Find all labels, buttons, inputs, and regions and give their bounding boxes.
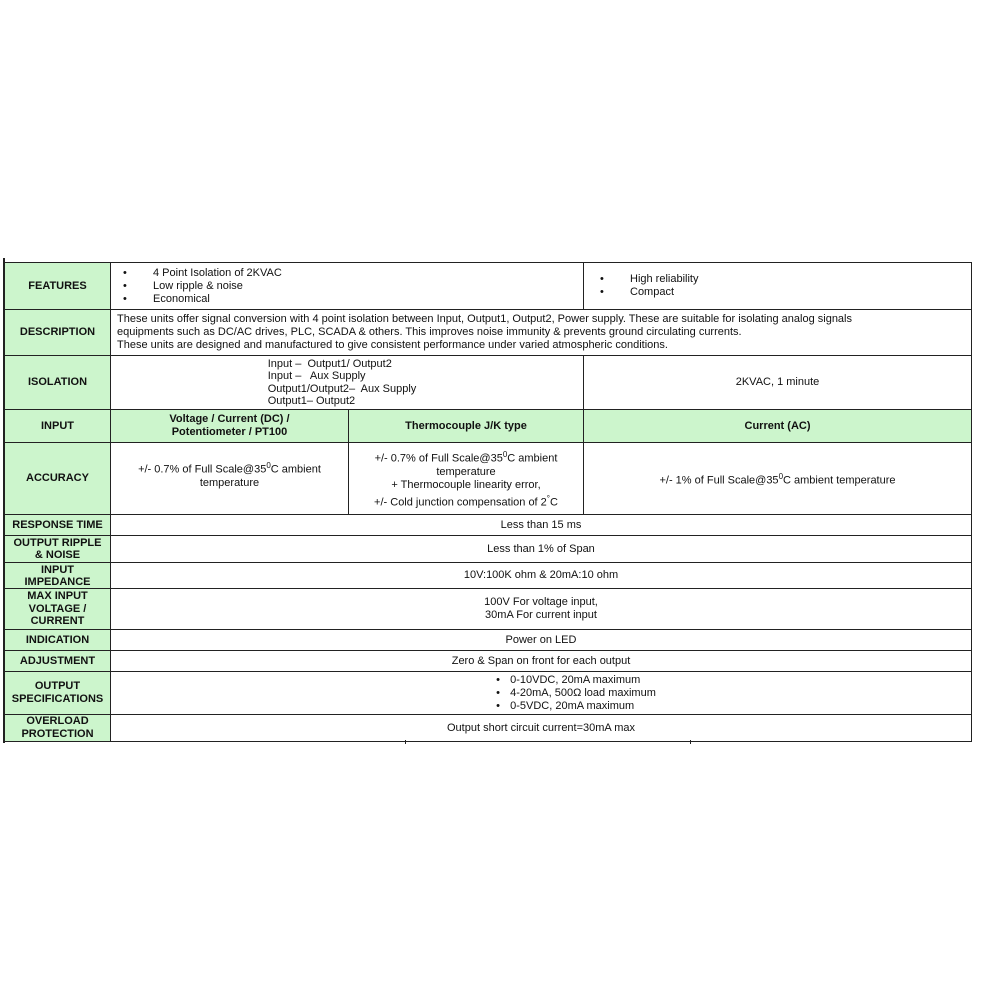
degree-mark: 0 [502, 449, 508, 459]
accuracy-label: ACCURACY [4, 442, 111, 515]
description-label: DESCRIPTION [4, 309, 111, 356]
isolation-label: ISOLATION [4, 355, 111, 410]
description-text [110, 309, 972, 356]
overload-value: Output short circuit current=30mA max [110, 714, 972, 742]
accuracy-text: C ambient [270, 463, 321, 476]
max-input-value [110, 588, 972, 630]
isolation-value: 2KVAC, 1 minute [583, 355, 972, 410]
feature-item: • Compact [594, 286, 698, 299]
output-spec-item: • 0-5VDC, 20mA maximum [496, 700, 656, 713]
accuracy-text: + Thermocouple linearity error, [391, 478, 541, 491]
adjustment-value: Zero & Span on front for each output [110, 650, 972, 672]
response-time-value: Less than 15 ms [110, 514, 972, 536]
isolation-paths [110, 355, 584, 410]
input-col-thermocouple: Thermocouple J/K type [348, 409, 584, 443]
accuracy-ac [583, 442, 972, 515]
input-col-dc [110, 409, 349, 443]
accuracy-text: C ambient [507, 452, 558, 465]
indication-value: Power on LED [110, 629, 972, 651]
output-specs-label: OUTPUT SPECIFICATIONS [4, 671, 111, 715]
accuracy-text: +/- 0.7% of Full Scale@35 [138, 463, 267, 476]
feature-item: • Economical [117, 293, 282, 306]
degree-mark: ° [546, 493, 550, 503]
feature-item: • 4 Point Isolation of 2KVAC [117, 267, 282, 280]
accuracy-dc [110, 442, 349, 515]
max-input-label: MAX INPUT VOLTAGE / CURRENT [4, 588, 111, 630]
input-label: INPUT [4, 409, 111, 443]
accuracy-thermocouple [348, 442, 584, 515]
accuracy-text: temperature [436, 465, 496, 478]
input-col-line: Potentiometer / PT100 [171, 426, 288, 438]
accuracy-text: C ambient temperature [783, 474, 896, 487]
accuracy-text: +/- 1% of Full Scale@35 [659, 474, 779, 487]
degree-mark: 0 [778, 471, 784, 481]
description-line: These units offer signal conversion with 4 point isolation between Input, Output1, Output2, Power supply. These are suitable for isolating analog signals [117, 313, 852, 325]
ripple-noise-label: OUTPUT RIPPLE & NOISE [4, 535, 111, 563]
features-label: FEATURES [4, 262, 111, 310]
isolation-line: Input – Output1/ Output2 [267, 357, 392, 370]
description-line: These units are designed and manufactured to give consistent performance under varied atmospheric conditions. [117, 339, 668, 351]
accuracy-text: C [550, 496, 558, 509]
isolation-line: Output1– Output2 [267, 395, 356, 407]
output-spec-item: • 0-10VDC, 20mA maximum [496, 674, 656, 687]
adjustment-label: ADJUSTMENT [4, 650, 111, 672]
divider [690, 740, 691, 744]
accuracy-text: +/- 0.7% of Full Scale@35 [374, 452, 503, 465]
accuracy-text: +/- Cold junction compensation of 2 [374, 496, 547, 509]
isolation-line: Input – Aux Supply [267, 370, 366, 382]
indication-label: INDICATION [4, 629, 111, 651]
output-spec-item: • 4-20mA, 500Ω load maximum [496, 687, 656, 700]
input-impedance-label: INPUT IMPEDANCE [4, 562, 111, 589]
degree-mark: 0 [266, 461, 271, 470]
features-right [583, 262, 972, 310]
response-time-label: RESPONSE TIME [4, 514, 111, 536]
description-line: equipments such as DC/AC drives, PLC, SCADA & others. This improves noise immunity & prevents ground circulating currents. [117, 326, 742, 338]
divider [405, 740, 406, 744]
input-col-line: Voltage / Current (DC) / [169, 413, 290, 425]
max-input-line: 30mA For current input [485, 609, 597, 621]
overload-label: OVERLOAD PROTECTION [4, 714, 111, 742]
accuracy-text: temperature [199, 476, 260, 489]
input-col-ac: Current (AC) [583, 409, 972, 443]
features-left [110, 262, 584, 310]
feature-item: • High reliability [594, 273, 698, 286]
ripple-noise-value: Less than 1% of Span [110, 535, 972, 563]
output-specs-value [110, 671, 972, 715]
max-input-line: 100V For voltage input, [484, 596, 598, 608]
feature-item: • Low ripple & noise [117, 280, 282, 293]
isolation-line: Output1/Output2– Aux Supply [267, 382, 417, 395]
input-impedance-value: 10V:100K ohm & 20mA:10 ohm [110, 562, 972, 589]
